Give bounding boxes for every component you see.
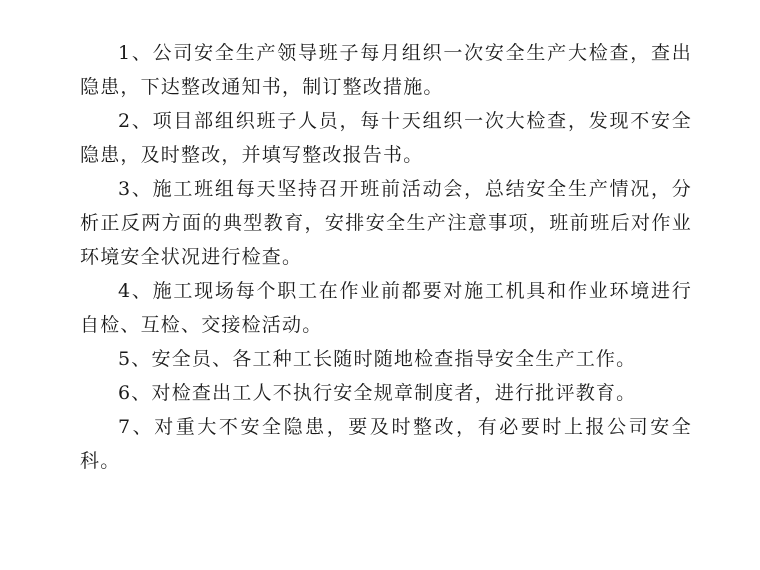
paragraph-2: 2、项目部组织班子人员，每十天组织一次大检查，发现不安全隐患，及时整改，并填写整改报告书。 [80, 110, 692, 166]
paragraph-5: 5、安全员、各工种工长随时随地检查指导安全生产工作。 [118, 348, 637, 370]
document-body [80, 36, 692, 478]
paragraph-1: 1、公司安全生产领导班子每月组织一次安全生产大检查，查出隐患，下达整改通知书，制订整改措施。 [80, 42, 692, 98]
paragraph-3: 3、施工班组每天坚持召开班前活动会，总结安全生产情况，分析正反两方面的典型教育，安排安全生产注意事项，班前班后对作业环境安全状况进行检查。 [80, 178, 692, 268]
paragraph-4: 4、施工现场每个职工在作业前都要对施工机具和作业环境进行自检、互检、交接检活动。 [80, 280, 692, 336]
paragraph-6: 6、对检查出工人不执行安全规章制度者，进行批评教育。 [118, 382, 637, 404]
paragraph-7: 7、对重大不安全隐患，要及时整改，有必要时上报公司安全科。 [80, 416, 692, 472]
